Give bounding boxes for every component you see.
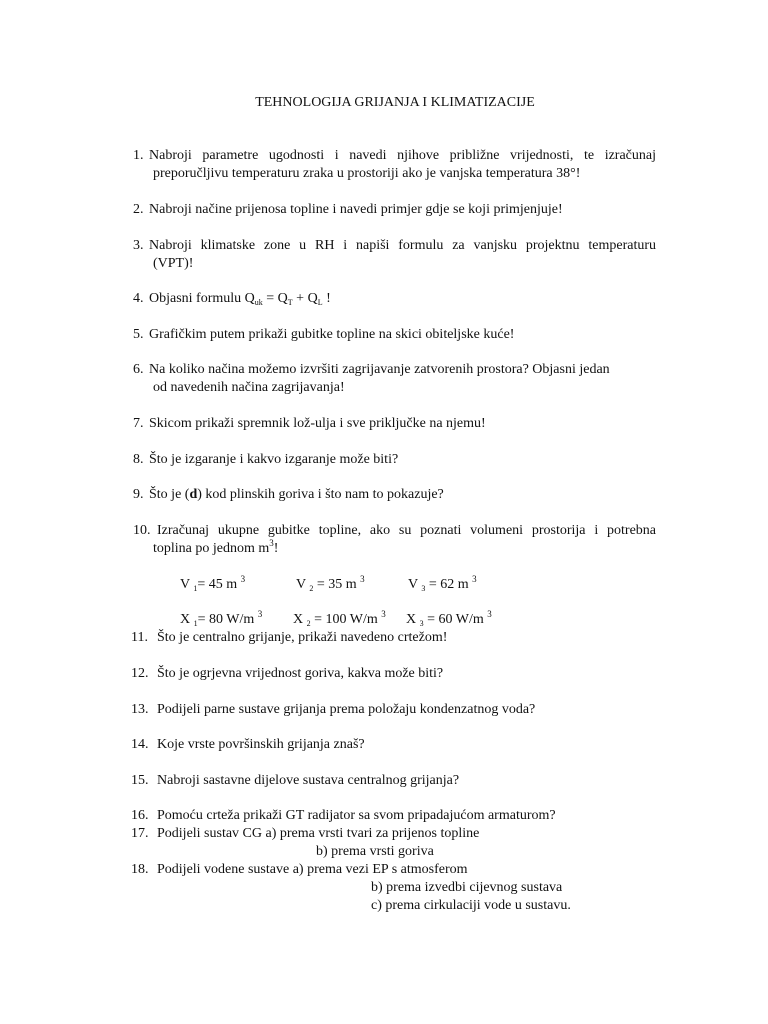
q3-number: 3. bbox=[133, 238, 144, 253]
q15-line1: Nabroji sastavne dijelove sustava centralnog grijanja? bbox=[157, 773, 460, 788]
q4-plus: + Q bbox=[292, 291, 318, 306]
q12-number: 12. bbox=[131, 666, 149, 681]
q5-number: 5. bbox=[133, 327, 144, 342]
q9-post: ) kod plinskih goriva i što nam to pokazuje? bbox=[197, 487, 444, 502]
q17-line1: Podijeli sustav CG a) prema vrsti tvari za prijenos topline bbox=[157, 826, 480, 841]
volume-index: 2 bbox=[309, 584, 314, 593]
q3-line1: Nabroji klimatske zone u RH i napiši formulu za vanjsku projektnu temperaturu bbox=[149, 238, 656, 253]
volume-symbol: V bbox=[180, 577, 194, 592]
q11-line1: Što je centralno grijanje, prikaži navedeno crtežom! bbox=[157, 630, 448, 645]
q9-number: 9. bbox=[133, 487, 144, 502]
q10-line2-end: ! bbox=[273, 541, 279, 556]
q4-number: 4. bbox=[133, 291, 144, 306]
q15-number: 15. bbox=[131, 773, 149, 788]
volume-exponent: 3 bbox=[360, 574, 365, 584]
volume-index: 3 bbox=[421, 584, 426, 593]
q16-number: 16. bbox=[131, 808, 149, 823]
volume-symbol: V bbox=[296, 577, 310, 592]
heat-demand-3 bbox=[406, 611, 492, 629]
q1-line1: Nabroji parametre ugodnosti i navedi njihove približne vrijednosti, te izračunaj bbox=[149, 148, 656, 163]
q4-end: ! bbox=[322, 291, 331, 306]
q4-prefix: Objasni formulu Q bbox=[149, 291, 255, 306]
heat-exponent: 3 bbox=[257, 609, 263, 619]
heat-index: 3 bbox=[419, 619, 424, 628]
q14-line1: Koje vrste površinskih grijanja znaš? bbox=[157, 737, 365, 752]
q17-line2: b) prema vrsti goriva bbox=[316, 844, 434, 859]
q4-sub-uk: uk bbox=[254, 298, 263, 307]
q7-number: 7. bbox=[133, 416, 144, 431]
q4-sub-t: T bbox=[287, 298, 293, 307]
q3-line2: (VPT)! bbox=[153, 256, 194, 271]
heat-index: 1 bbox=[193, 619, 198, 628]
heat-demand-1 bbox=[180, 611, 262, 629]
q9-pre: Što je ( bbox=[149, 487, 190, 502]
q13-number: 13. bbox=[131, 702, 149, 717]
q1-number: 1. bbox=[133, 148, 144, 163]
q10-line1: Izračunaj ukupne gubitke topline, ako su poznati volumeni prostorija i potrebna bbox=[157, 523, 656, 538]
heat-symbol: X bbox=[293, 612, 307, 627]
q14-number: 14. bbox=[131, 737, 149, 752]
heat-demand-2 bbox=[293, 611, 386, 629]
q4-formula bbox=[149, 290, 331, 308]
q5-line1: Grafičkim putem prikaži gubitke topline na skici obiteljske kuće! bbox=[149, 327, 515, 342]
heat-value: = 100 W/m bbox=[310, 612, 382, 627]
heat-exponent: 3 bbox=[487, 609, 492, 619]
q8-line1: Što je izgaranje i kakvo izgaranje može biti? bbox=[149, 452, 399, 467]
q9-bold-d: d bbox=[189, 487, 198, 502]
q18-number: 18. bbox=[131, 862, 149, 877]
volume-3 bbox=[408, 576, 477, 594]
heat-index: 2 bbox=[306, 619, 311, 628]
q16-line1: Pomoću crteža prikaži GT radijator sa svom pripadajućom armaturom? bbox=[157, 808, 556, 823]
q12-line1: Što je ogrjevna vrijednost goriva, kakva može biti? bbox=[157, 666, 444, 681]
q11-number: 11. bbox=[131, 630, 148, 645]
volume-symbol: V bbox=[408, 577, 422, 592]
q10-number: 10. bbox=[133, 523, 151, 538]
volume-index: 1 bbox=[193, 584, 198, 593]
q10-line2-text: toplina po jednom m bbox=[153, 541, 270, 556]
volume-value: = 62 m bbox=[425, 577, 473, 592]
q10-line2 bbox=[153, 540, 278, 558]
heat-symbol: X bbox=[180, 612, 194, 627]
q6-number: 6. bbox=[133, 362, 144, 377]
q17-number: 17. bbox=[131, 826, 149, 841]
volume-exponent: 3 bbox=[240, 574, 246, 584]
q13-line1: Podijeli parne sustave grijanja prema položaju kondenzatnog voda? bbox=[157, 702, 536, 717]
heat-exponent: 3 bbox=[381, 609, 386, 619]
q7-line1: Skicom prikaži spremnik lož-ulja i sve priključke na njemu! bbox=[149, 416, 486, 431]
q18-line1: Podijeli vodene sustave a) prema vezi EP s atmosferom bbox=[157, 862, 468, 877]
q4-eq: = Q bbox=[262, 291, 288, 306]
volume-value: = 45 m bbox=[197, 577, 241, 592]
q4-sub-l: L bbox=[317, 298, 323, 307]
volume-2 bbox=[296, 576, 365, 594]
q6-line2: od navedenih načina zagrijavanja! bbox=[153, 380, 345, 395]
heat-symbol: X bbox=[406, 612, 420, 627]
q18-line3: c) prema cirkulaciji vode u sustavu. bbox=[371, 898, 571, 913]
q6-line1: Na koliko načina možemo izvršiti zagrijavanje zatvorenih prostora? Objasni jedan bbox=[149, 362, 610, 377]
q2-line1: Nabroji načine prijenosa topline i navedi primjer gdje se koji primjenjuje! bbox=[149, 202, 563, 217]
q9-line1 bbox=[149, 486, 444, 504]
volume-exponent: 3 bbox=[472, 574, 477, 584]
volume-1 bbox=[180, 576, 245, 594]
q8-number: 8. bbox=[133, 452, 144, 467]
heat-value: = 80 W/m bbox=[197, 612, 258, 627]
q18-line2: b) prema izvedbi cijevnog sustava bbox=[371, 880, 563, 895]
heat-value: = 60 W/m bbox=[423, 612, 488, 627]
q10-line2-sup: 3 bbox=[269, 538, 274, 548]
q1-line2: preporučljivu temperaturu zraka u prostoriji ako je vanjska temperatura 38°! bbox=[153, 166, 581, 181]
document-title: TEHNOLOGIJA GRIJANJA I KLIMATIZACIJE bbox=[255, 95, 535, 110]
q2-number: 2. bbox=[133, 202, 144, 217]
volume-value: = 35 m bbox=[313, 577, 361, 592]
